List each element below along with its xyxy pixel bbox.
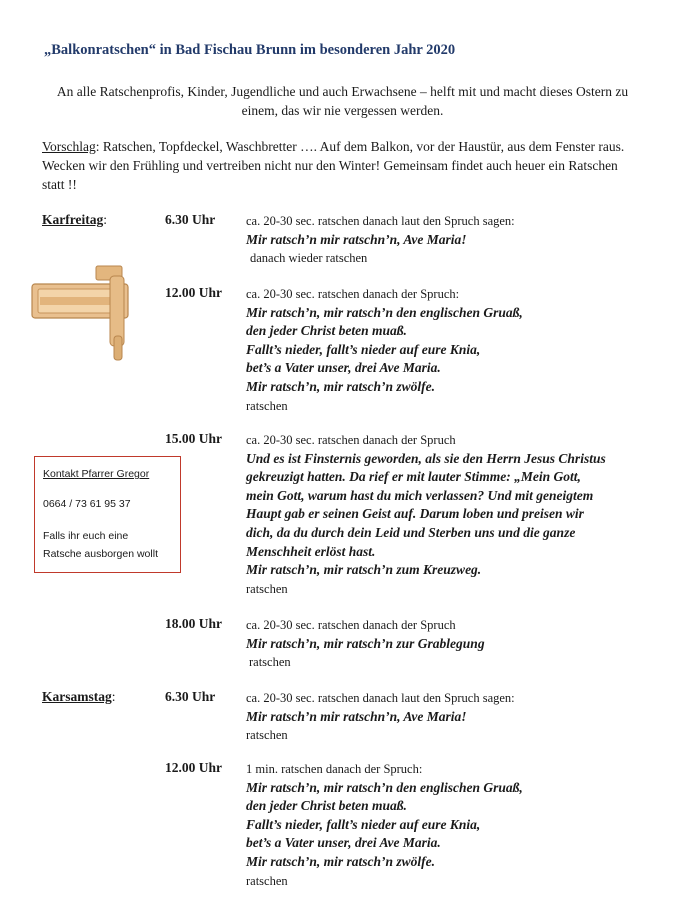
day-colon: : bbox=[103, 212, 107, 227]
entry-block bbox=[246, 760, 646, 890]
verse-line: Mir ratsch’n, mir ratsch’n den englischen Gruaß, bbox=[246, 304, 523, 320]
verse-line: Menschheit erlöst hast. bbox=[246, 543, 376, 559]
entry-instruction: 1 min. ratschen danach der Spruch: bbox=[246, 762, 423, 776]
entry-instruction: ca. 20-30 sec. ratschen danach laut den Spruch sagen: bbox=[246, 691, 515, 705]
verse-line: Mir ratsch’n, mir ratsch’n zwölfe. bbox=[246, 378, 436, 394]
verse-line: bet’s a Vater unser, drei Ave Maria. bbox=[246, 360, 441, 376]
verse-line: Mir ratsch’n, mir ratsch’n zur Grablegung bbox=[246, 635, 485, 651]
vorschlag-text: : Ratschen, Topfdeckel, Waschbretter …. Auf dem Balkon, vor der Haustür, aus dem Fenster raus. Wecken wir den Frühling und vertreiben nicht nur den Winter! Gemeinsam findet auch heuer ein Ratschen statt !! bbox=[42, 139, 625, 192]
entry-tail: danach wieder ratschen bbox=[250, 251, 368, 266]
verse-line: Und es ist Finsternis geworden, als sie den Herrn Jesus Christus bbox=[246, 450, 606, 466]
entry-time: 12.00 Uhr bbox=[165, 760, 222, 775]
entry-time: 6.30 Uhr bbox=[165, 212, 216, 227]
contact-phone: 0664 / 73 61 95 37 bbox=[43, 498, 131, 510]
entry-tail: ratschen bbox=[246, 873, 288, 888]
entry-block bbox=[246, 689, 646, 745]
day-colon: : bbox=[111, 689, 116, 704]
entry-tail: ratschen bbox=[246, 728, 288, 743]
contact-note-line: Ratsche ausborgen wollt bbox=[43, 548, 158, 560]
verse-line: Mir ratsch’n, mir ratsch’n zum Kreuzweg. bbox=[246, 562, 482, 578]
verse-line: Fallt’s nieder, fallt’s nieder auf eure Knia, bbox=[246, 341, 481, 357]
entry-instruction: ca. 20-30 sec. ratschen danach der Spruch bbox=[246, 433, 456, 447]
verse-line: Mir ratsch’n mir ratschn’n, Ave Maria! bbox=[246, 231, 467, 247]
entry-block bbox=[246, 285, 646, 415]
page-title: „Balkonratschen“ in Bad Fischau Brunn im besonderen Jahr 2020 bbox=[44, 42, 456, 58]
verse-line: Mir ratsch’n mir ratschn’n, Ave Maria! bbox=[246, 708, 467, 724]
verse-line: Haupt gab er seinen Geist auf. Darum loben und preisen wir bbox=[246, 506, 584, 522]
entry-time: 6.30 Uhr bbox=[165, 689, 216, 704]
day-label: Karfreitag bbox=[42, 212, 104, 227]
contact-note bbox=[43, 527, 158, 563]
verse-line: den jeder Christ beten muaß. bbox=[246, 798, 407, 814]
contact-title: Kontakt Pfarrer Gregor bbox=[43, 468, 150, 480]
entry-tail: ratschen bbox=[249, 655, 291, 670]
entry-time: 15.00 Uhr bbox=[165, 431, 222, 446]
ratsche-icon bbox=[26, 262, 138, 369]
entry-instruction: ca. 20-30 sec. ratschen danach laut den Spruch sagen: bbox=[246, 214, 515, 228]
day-karfreitag bbox=[42, 212, 107, 228]
entry-block bbox=[246, 431, 646, 598]
day-karsamstag bbox=[42, 689, 116, 705]
verse-line: mein Gott, warum hast du mich verlassen? Und mit geneigtem bbox=[246, 487, 594, 503]
verse-line: bet’s a Vater unser, drei Ave Maria. bbox=[246, 835, 441, 851]
verse-line: Mir ratsch’n, mir ratsch’n zwölfe. bbox=[246, 853, 436, 869]
vorschlag-label: Vorschlag bbox=[42, 139, 96, 154]
entry-time: 18.00 Uhr bbox=[165, 616, 222, 631]
entry-tail: ratschen bbox=[246, 581, 288, 596]
intro-text: An alle Ratschenprofis, Kinder, Jugendliche und auch Erwachsene – helft mit und macht dieses Ostern zu einem, das wir nie vergessen werden. bbox=[56, 84, 629, 118]
entry-instruction: ca. 20-30 sec. ratschen danach der Spruch: bbox=[246, 287, 460, 301]
verse-line: den jeder Christ beten muaß. bbox=[246, 323, 407, 339]
verse-line: Mir ratsch’n, mir ratsch’n den englischen Gruaß, bbox=[246, 779, 523, 795]
vorschlag-paragraph bbox=[42, 137, 642, 194]
verse-line: gekreuzigt hatten. Da rief er mit lauter Stimme: „Mein Gott, bbox=[246, 469, 581, 485]
entry-tail: ratschen bbox=[246, 398, 288, 413]
verse-line: Fallt’s nieder, fallt’s nieder auf eure Knia, bbox=[246, 816, 481, 832]
contact-box bbox=[34, 456, 181, 573]
day-label: Karsamstag bbox=[42, 689, 112, 704]
verse-line: dich, da du durch dein Leid und Sterben uns und die ganze bbox=[246, 524, 576, 540]
entry-instruction: ca. 20-30 sec. ratschen danach der Spruch bbox=[246, 618, 456, 632]
entry-time: 12.00 Uhr bbox=[165, 285, 222, 300]
entry-block bbox=[246, 212, 646, 268]
entry-block bbox=[246, 616, 646, 672]
contact-note-line: Falls ihr euch eine bbox=[43, 530, 129, 542]
